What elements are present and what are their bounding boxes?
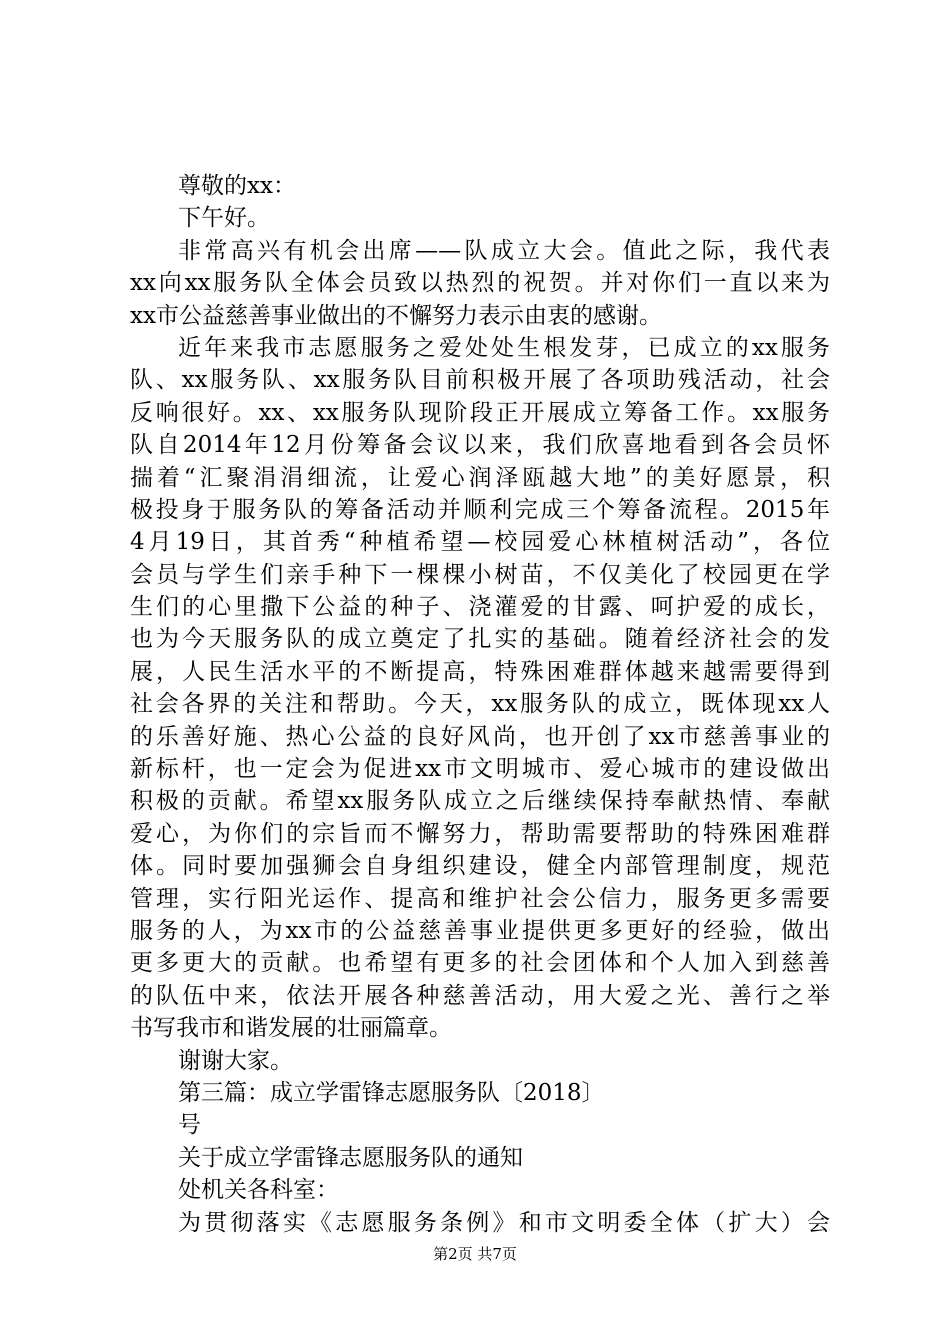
greeting: 下午好。: [178, 205, 270, 232]
paragraph-line: 体。同时要加强狮会自身组织建设，健全内部管理制度，规范: [130, 853, 830, 880]
salutation: 尊敬的xx：: [178, 173, 296, 199]
page-number-footer: 第2页 共7页: [433, 1245, 517, 1263]
paragraph-line: 会员与学生们亲手种下一棵棵小树苗，不仅美化了校园更在学: [130, 561, 830, 588]
paragraph-line: 近年来我市志愿服务之爱处处生根发芽，已成立的xx服务: [178, 334, 830, 361]
paragraph-line: 反响很好。xx、xx服务队现阶段正开展成立筹备工作。xx服务: [130, 399, 830, 426]
paragraph-line: xx向xx服务队全体会员致以热烈的祝贺。并对你们一直以来为: [130, 270, 830, 297]
paragraph-line: 队、xx服务队、xx服务队目前积极开展了各项助残活动，社会: [130, 367, 830, 394]
paragraph-line: 的乐善好施、热心公益的良好风尚，也开创了xx市慈善事业的: [130, 723, 830, 750]
paragraph-line: 揣着“汇聚涓涓细流，让爱心润泽瓯越大地”的美好愿景，积: [130, 464, 830, 491]
paragraph-line: 社会各界的关注和帮助。今天，xx服务队的成立，既体现xx人: [130, 691, 830, 718]
notice-title: 关于成立学雷锋志愿服务队的通知: [178, 1144, 523, 1171]
paragraph-line: 也为今天服务队的成立奠定了扎实的基础。随着经济社会的发: [130, 626, 830, 653]
paragraph-line: 爱心，为你们的宗旨而不懈努力，帮助需要帮助的特殊困难群: [130, 820, 830, 847]
paragraph-line: 极投身于服务队的筹备活动并顺利完成三个筹备流程。2015年: [130, 496, 830, 523]
paragraph-line: 为贯彻落实《志愿服务条例》和市文明委全体（扩大）会: [178, 1209, 830, 1236]
section-heading-suffix: 号: [178, 1112, 201, 1139]
paragraph-line: 新标杆，也一定会为促进xx市文明城市、爱心城市的建设做出: [130, 756, 830, 783]
notice-recipient: 处机关各科室：: [178, 1177, 339, 1204]
section-heading: 第三篇：成立学雷锋志愿服务队〔2018〕: [178, 1079, 605, 1106]
paragraph-line: 的队伍中来，依法开展各种慈善活动，用大爱之光、善行之举: [130, 982, 830, 1009]
paragraph-line: 非常高兴有机会出席——队成立大会。值此之际，我代表: [178, 237, 830, 264]
paragraph-line: 生们的心里撒下公益的种子、浇灌爱的甘露、呵护爱的成长，: [130, 594, 830, 621]
paragraph-line: 展，人民生活水平的不断提高，特殊困难群体越来越需要得到: [130, 658, 830, 685]
paragraph-line: 队自2014年12月份筹备会议以来，我们欣喜地看到各会员怀: [130, 432, 830, 459]
paragraph-line: 4月19日，其首秀“种植希望—校园爱心林植树活动”，各位: [130, 529, 830, 556]
paragraph-line: xx市公益慈善事业做出的不懈努力表示由衷的感谢。: [130, 302, 662, 329]
paragraph-line: 更多更大的贡献。也希望有更多的社会团体和个人加入到慈善: [130, 950, 830, 977]
paragraph-line: 书写我市和谐发展的壮丽篇章。: [130, 1015, 452, 1042]
paragraph-line: 管理，实行阳光运作、提高和维护社会公信力，服务更多需要: [130, 885, 830, 912]
closing-thanks: 谢谢大家。: [178, 1047, 293, 1074]
paragraph-line: 服务的人，为xx市的公益慈善事业提供更多更好的经验，做出: [130, 917, 830, 944]
paragraph-line: 积极的贡献。希望xx服务队成立之后继续保持奉献热情、奉献: [130, 788, 830, 815]
document-body: [130, 170, 830, 1239]
